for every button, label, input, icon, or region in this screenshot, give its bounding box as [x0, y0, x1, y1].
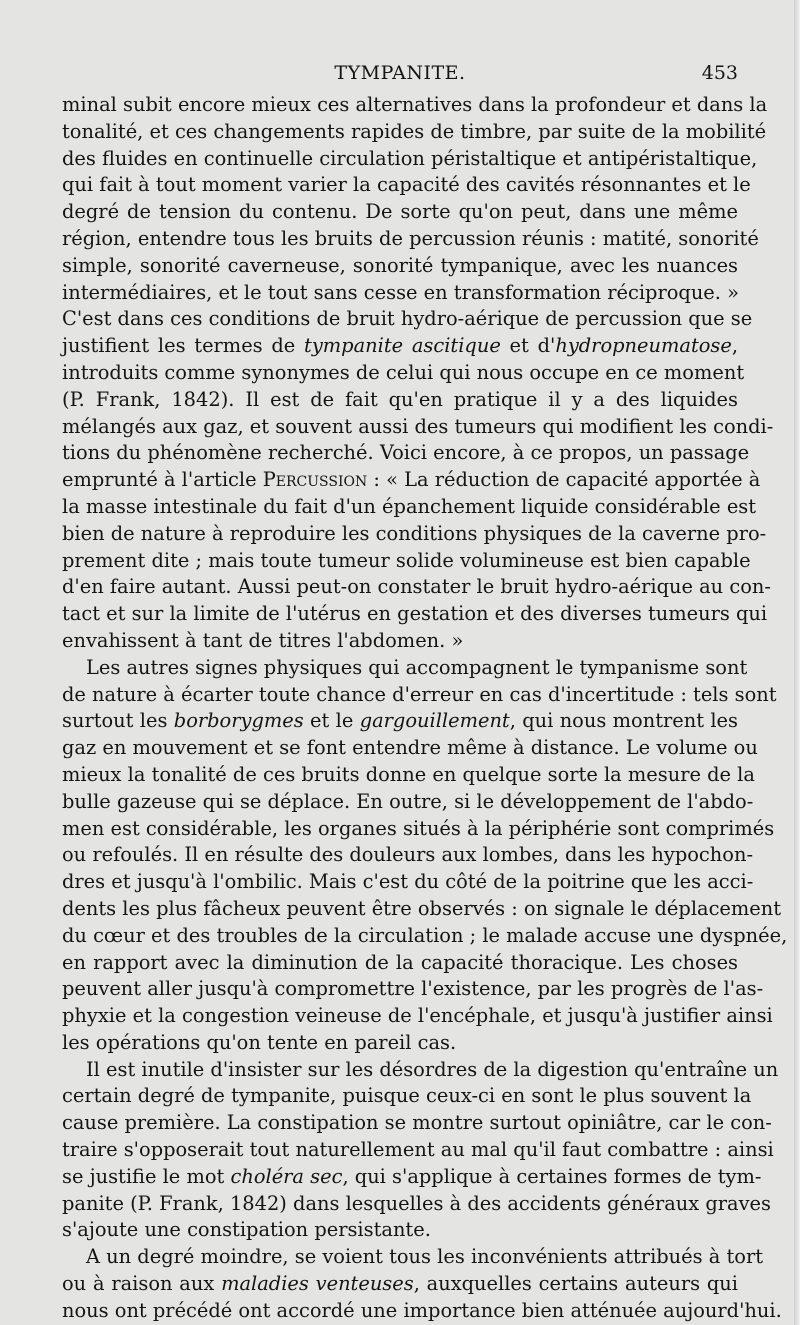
text-line: mieux la tonalité de ces bruits donne en quelque sorte la mesure de la [62, 762, 755, 786]
page-edge [794, 0, 800, 1325]
paragraph-4 [62, 1057, 779, 1245]
text-span: justifient les termes de [62, 334, 305, 358]
text-line [62, 708, 738, 735]
text-line: s'ajoute une constipation persistante. [62, 1218, 431, 1242]
text-line: intermédiaires, et le tout sans cesse en transformation réciproque. » [62, 280, 739, 304]
text-line: C'est dans ces conditions de bruit hydro-aérique de percussion que se [62, 307, 753, 331]
italic-term: maladies venteuses [221, 1272, 414, 1296]
italic-term: hydropneumatose [555, 334, 732, 358]
text-line: Il est inutile d'insister sur les désordres de la digestion qu'entraîne un [86, 1057, 779, 1081]
text-line: (P. Frank, 1842). Il est de fait qu'en pratique il y a des liquides [62, 387, 738, 411]
text-line: ou refoulés. Il en résulte des douleurs aux lombes, dans les hypochon- [62, 843, 753, 867]
text-line [62, 333, 738, 360]
text-span: , qui s'applique à certaines formes de tym- [342, 1164, 762, 1188]
paragraph-3 [62, 655, 788, 1057]
text-line: bulle gazeuse qui se déplace. En outre, si le développement de l'abdo- [62, 789, 754, 813]
page-body [62, 92, 788, 1325]
text-span: et le [303, 709, 360, 733]
text-span: se justifie le mot [62, 1164, 231, 1188]
text-line: les opérations qu'on tente en pareil cas. [62, 1030, 457, 1054]
text-span: emprunté à l'article [62, 468, 263, 492]
text-line: men est considérable, les organes situés à la périphérie sont comprimés [62, 816, 775, 840]
text-line: dres et jusqu'à l'ombilic. Mais c'est du côté de la poitrine que les acci- [62, 870, 754, 894]
text-line: panite (P. Frank, 1842) dans lesquelles à des accidents généraux graves [62, 1191, 771, 1215]
text-line: prement dite ; mais toute tumeur solide volumineuse est bien capable [62, 548, 751, 572]
paragraph-1 [62, 92, 768, 306]
paragraph-5 [62, 1244, 782, 1324]
text-line: degré de tension du contenu. De sorte qu'on peut, dans une même [62, 200, 738, 224]
text-span: , qui nous montrent les [509, 709, 738, 733]
text-line: cause première. La constipation se montre surtout opiniâtre, car le con- [62, 1111, 772, 1135]
text-line: des fluides en continuelle circulation péristaltique et antipéristaltique, [62, 146, 758, 170]
text-span: : « La réduction de capacité apportée à [367, 468, 761, 492]
text-span: , [731, 334, 739, 358]
text-line: simple, sonorité caverneuse, sonorité tympanique, avec les nuances [62, 253, 738, 277]
italic-term: tympanite ascitique [304, 334, 501, 358]
page-number: 453 [701, 62, 738, 84]
text-line [62, 1164, 762, 1191]
text-line: qui fait à tout moment varier la capacité des cavités résonnantes et le [62, 173, 751, 197]
text-span: , auxquelles certains auteurs qui [413, 1272, 738, 1296]
text-span: et d' [500, 334, 556, 358]
italic-term: choléra sec [230, 1164, 343, 1188]
text-line: dents les plus fâcheux peuvent être observés : on signale le déplacement [62, 896, 782, 920]
text-line: certain degré de tympanite, puisque ceux-ci en sont le plus souvent la [62, 1084, 752, 1108]
running-title: TYMPANITE. [334, 62, 466, 84]
text-line: peuvent aller jusqu'à compromettre l'existence, par les progrès de l'as- [62, 977, 764, 1001]
text-line: nous ont précédé ont accordé une importance bien atténuée aujourd'hui. [62, 1298, 782, 1322]
text-line: du cœur et des troubles de la circulation ; le malade accuse une dyspnée, [62, 923, 788, 947]
text-line: mélangés aux gaz, et souvent aussi des tumeurs qui modifient les condi- [62, 414, 774, 438]
text-line: tions du phénomène recherché. Voici encore, à ce propos, un passage [62, 441, 750, 465]
page-header [62, 60, 738, 88]
text-span: surtout les [62, 709, 174, 733]
text-line [62, 1271, 738, 1298]
italic-term: borborygmes [173, 709, 304, 733]
text-line [62, 467, 761, 494]
text-line: gaz en mouvement et se font entendre même à distance. Le volume ou [62, 736, 758, 760]
text-line: bien de nature à reproduire les conditions physiques de la caverne pro- [62, 521, 767, 545]
paragraph-2 [62, 306, 774, 654]
text-line: d'en faire autant. Aussi peut-on constater le bruit hydro-aérique au con- [62, 575, 771, 599]
text-line: phyxie et la congestion veineuse de l'encéphale, et jusqu'à justifier ainsi [62, 1004, 773, 1028]
text-line: tonalité, et ces changements rapides de timbre, par suite de la mobilité [62, 119, 767, 143]
text-line: la masse intestinale du fait d'un épanchement liquide considérable est [62, 494, 757, 518]
text-line: traire s'opposerait tout naturellement au mal qu'il faut combattre : ainsi [62, 1138, 774, 1162]
text-line: en rapport avec la diminution de la capacité thoracique. Les choses [62, 950, 738, 974]
text-span: ou à raison aux [62, 1272, 222, 1296]
italic-term: gargouillement [359, 709, 510, 733]
text-line: introduits comme synonymes de celui qui nous occupe en ce moment [62, 360, 745, 384]
text-line: A un degré moindre, se voient tous les inconvénients attribués à tort [86, 1245, 764, 1269]
text-line: de nature à écarter toute chance d'erreur en cas d'incertitude : tels sont [62, 682, 777, 706]
text-line: région, entendre tous les bruits de percussion réunis : matité, sonorité [62, 226, 759, 250]
text-line: tact et sur la limite de l'utérus en gestation et des diverses tumeurs qui [62, 602, 768, 626]
small-caps-term: Percussion [262, 468, 368, 492]
text-line: minal subit encore mieux ces alternatives dans la profondeur et dans la [62, 93, 768, 116]
text-line: envahissent à tant de titres l'abdomen. » [62, 628, 464, 652]
text-line: Les autres signes physiques qui accompagnent le tympanisme sont [86, 655, 748, 679]
